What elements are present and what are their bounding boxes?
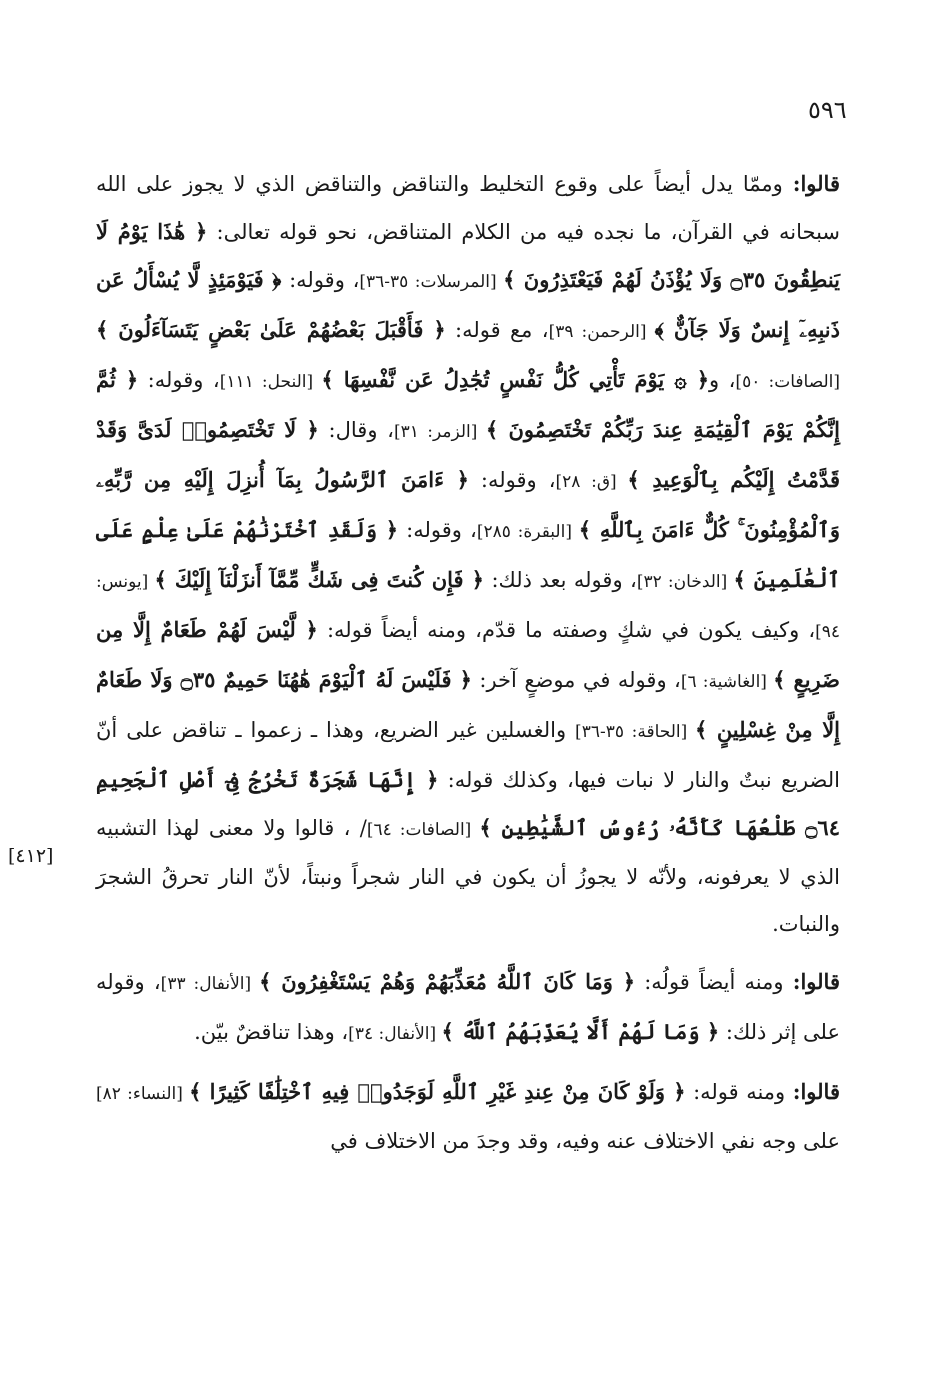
quran-verse: ﴿ هَٰذَا يَوْمُ لَا يَنطِقُونَ ۝٣٥ وَلَا يُؤْذَنُ لَهُمْ فَيَعْتَذِرُونَ ﴾: [96, 219, 841, 292]
quran-verse: ﴿ فَأَقْبَلَ بَعْضُهُمْ عَلَىٰ بَعْضٍ يَتَسَآءَلُونَ ﴾: [96, 317, 446, 342]
quran-verse: ﴿ ءَامَنَ ٱلرَّسُولُ بِمَآ أُنزِلَ إِلَيْهِ مِن رَّبِّهِۦ وَٱلْمُؤْمِنُونَ ۚ كُلٌّ ءَامَنَ بِٱللَّهِ ﴾: [96, 467, 840, 542]
text-run: ، وهذا تناقضٌ بيّن.: [194, 1020, 349, 1044]
verse-reference: [الأنفال: ٣٤]: [348, 1024, 442, 1044]
said-label: قالوا:: [792, 969, 840, 994]
quran-verse: ﴿ وَلَقَدِ ٱخْتَرْنَٰهُمْ عَلَىٰ عِلْمٍ عَلَى ٱلْعَٰلَمِينَ ﴾: [96, 517, 841, 592]
verse-reference: [الصافات: ٥٠]: [735, 372, 841, 392]
text-run: على وجه نفي الاختلاف عنه وفيه، وقد وجدَ من الاختلاف في: [330, 1129, 840, 1153]
text-run: ، و: [709, 368, 736, 392]
text-run: / ، قالوا ولا معنى لهذا التشبيه الذي لا يعرفونه، ولأنّه لا يجوزُ أن يكون في النار شجراً ونبتاً، لأنّ النار تحرقُ الشجرَ والنبات.: [96, 816, 840, 936]
verse-reference: [البقرة: ٢٨٥]: [476, 522, 579, 542]
quran-verse: ﴿ لَا تَخْتَصِمُوا۟ لَدَىَّ وَقَدْ قَدَّمْتُ إِلَيْكُم بِٱلْوَعِيدِ ﴾: [96, 417, 841, 492]
text-run: ، وقوله:: [138, 368, 220, 392]
text-run: ، وقوله على إثر ذلك:: [96, 970, 840, 1044]
verse-reference: [الحاقة: ٣٥-٣٦]: [575, 722, 695, 742]
text-run: ، وقوله بعد ذلك:: [483, 568, 637, 592]
quran-verse: ﴿ ثُمَّ إِنَّكُمْ يَوْمَ ٱلْقِيَٰمَةِ عِندَ رَبِّكُمْ تَخْتَصِمُونَ ﴾: [96, 367, 840, 442]
quran-verse: ﴿ وَمَا كَانَ ٱللَّهُ مُعَذِّبَهُمْ وَهُمْ يَسْتَغْفِرُونَ ﴾: [259, 969, 636, 994]
text-run: والغسلين غير الضريع، وهذا ـ زعموا ـ تناقض على أنّ الضريع نبتٌ والنار لا نبات فيها، وكذلك قوله:: [96, 718, 841, 792]
verse-reference: [النحل: ١١١]: [219, 372, 322, 392]
text-run: ومنه أيضاً قولُه:: [635, 970, 793, 994]
quran-verse: ﴿ فَيَوْمَئِذٍ لَّا يُسْأَلُ عَن ذَنبِهِۦٓ إِنسٌ وَلَا جَآنٌّ ﴾: [96, 267, 840, 342]
text-run: ومنه قوله:: [685, 1080, 793, 1104]
page-number: ٥٩٦: [808, 96, 847, 124]
verse-reference: [يونس: ٩٤]: [96, 572, 841, 642]
verse-reference: [الزمر: ٣١]: [393, 422, 486, 442]
text-run: ، وقوله:: [398, 518, 477, 542]
text-run: ، وكيف يكون في شكٍ وصفته ما قدّم، ومنه أيضاً قوله:: [317, 618, 816, 642]
verse-reference: [الصافات: ٦٤]: [366, 820, 480, 840]
text-run: ، وقوله:: [468, 468, 556, 492]
paragraph-2: [96, 958, 840, 1058]
verse-reference: [الغاشية: ٦]: [680, 672, 774, 692]
verse-reference: [الدخان: ٣٢]: [636, 572, 734, 592]
quran-verse: ﴿ وَلَوْ كَانَ مِنْ عِندِ غَيْرِ ٱللَّهِ لَوَجَدُوا۟ فِيهِ ٱخْتِلَٰفًا كَثِيرًا ﴾: [189, 1079, 686, 1104]
text-run: ، وقوله:: [281, 268, 360, 292]
text-run: ، مع قوله:: [445, 318, 549, 342]
paragraph-1: [96, 160, 840, 948]
text-run: ، وقوله في موضعٍ آخر:: [471, 668, 681, 692]
said-label: قالوا:: [792, 1079, 840, 1104]
quran-verse: ﴿ فَلَيْسَ لَهُ ٱلْيَوْمَ هَٰهُنَا حَمِيمٌ ۝٣٥ وَلَا طَعَامٌ إِلَّا مِنْ غِسْلِينٍ ﴾: [96, 667, 840, 742]
quran-verse: ﴿ ۞ يَوْمَ تَأْتِي كُلُّ نَفْسٍ تُجَٰدِلُ عَن نَّفْسِهَا ﴾: [321, 367, 710, 392]
quran-verse: ﴿ إِنَّهَا شَجَرَةٌ تَخْرُجُ فِىٓ أَصْلِ ٱلْجَحِيمِ ۝٦٤ طَلْعُهَا كَأَنَّهُۥ رُءُوسُ ٱلشَّيَٰطِينِ ﴾: [96, 767, 840, 840]
paragraph-3: [96, 1068, 840, 1165]
verse-reference: [النساء: ٨٢]: [96, 1084, 190, 1104]
quran-verse: ﴿ وَمَا لَهُمْ أَلَّا يُعَذِّبَهُمُ ٱللَّهُ ﴾: [441, 1019, 720, 1044]
verse-reference: [ق: ٢٨]: [555, 472, 628, 492]
verse-reference: [الرحمن: ٣٩]: [548, 322, 655, 342]
quran-verse: ﴿ لَّيْسَ لَهُمْ طَعَامٌ إِلَّا مِن ضَرِيعٍ ﴾: [96, 617, 840, 692]
said-label: قالوا:: [792, 171, 840, 196]
verse-reference: [المرسلات: ٣٥-٣٦]: [359, 272, 504, 292]
text-run: ، وقال:: [318, 418, 394, 442]
body-text: [96, 160, 840, 1175]
margin-reference: [٤١٢]: [8, 845, 54, 867]
quran-verse: ﴿ فَإِن كُنتَ فِى شَكٍّ مِّمَّآ أَنزَلْنَآ إِلَيْكَ ﴾: [154, 567, 484, 592]
verse-reference: [الأنفال: ٣٣]: [160, 974, 260, 994]
text-run: وممّا يدل أيضاً على وقوع التخليط والتناقض والتناقض الذي لا يجوز على الله سبحانه في القرآن، ما نجده فيه من الكلام المتناقض، نحو قوله تعالى:: [96, 172, 841, 244]
